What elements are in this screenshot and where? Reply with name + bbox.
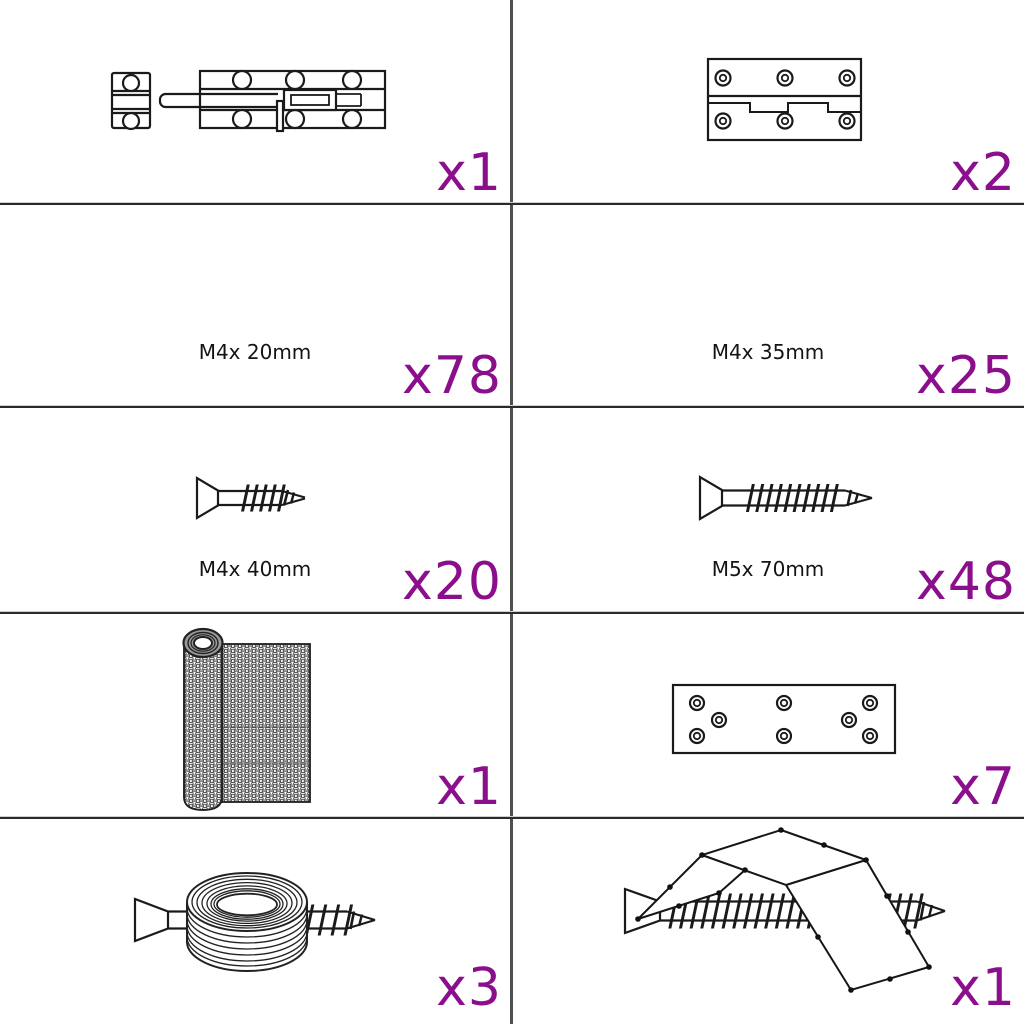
part-cell-screw-m4-40 (0, 408, 510, 612)
quantity-label: x3 (436, 958, 502, 1018)
flat-mending-plate-icon (671, 683, 899, 757)
quantity-label: x1 (436, 757, 502, 817)
screw-size-label: M4x 40mm (198, 557, 312, 581)
part-cell-wire-mesh-roll (0, 614, 510, 817)
screw-size-label: M5x 70mm (711, 557, 825, 581)
part-cell-flat-mending-plate (513, 614, 1024, 817)
part-cell-butt-hinge (513, 0, 1024, 203)
quantity-label: x78 (402, 346, 502, 406)
part-cell-wire-coil (0, 819, 510, 1024)
quantity-label: x2 (950, 143, 1016, 203)
barrel-bolt-latch-icon (108, 60, 388, 138)
quantity-label: x7 (950, 757, 1016, 817)
screw-size-label: M4x 20mm (198, 340, 312, 364)
butt-hinge-icon (706, 57, 864, 143)
wire-coil-icon (184, 864, 312, 982)
quantity-label: x1 (436, 143, 502, 203)
screw-size-label: M4x 35mm (711, 340, 825, 364)
part-cell-screw-m5-70 (513, 408, 1024, 612)
quantity-label: x20 (402, 552, 502, 612)
part-cell-screw-m4-35 (513, 205, 1024, 406)
part-cell-barrel-bolt-latch (0, 0, 510, 203)
wire-mesh-roll-icon (181, 627, 313, 815)
part-cell-screw-m4-20 (0, 205, 510, 406)
part-cell-bent-wire-mesh-panel (513, 819, 1024, 1024)
quantity-label: x25 (916, 346, 1016, 406)
bent-wire-mesh-panel-icon (627, 821, 939, 999)
quantity-label: x1 (950, 958, 1016, 1018)
quantity-label: x48 (916, 552, 1016, 612)
